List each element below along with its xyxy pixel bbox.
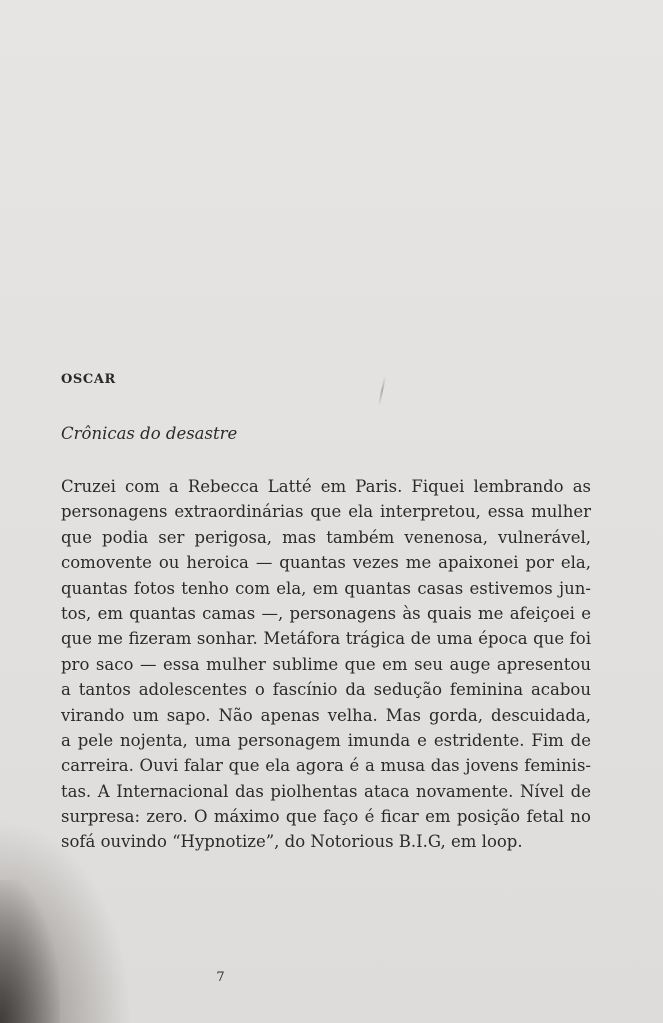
body-line: comovente ou heroica — quantas vezes me apaixonei por ela,	[61, 553, 591, 573]
body-line: que me fizeram sonhar. Metáfora trágica de uma época que foi	[61, 629, 591, 649]
body-paragraph	[61, 474, 591, 855]
body-line: pro saco — essa mulher sublime que em seu auge apresentou	[61, 654, 591, 674]
pencil-mark	[378, 376, 386, 406]
body-line: virando um sapo. Não apenas velha. Mas gorda, descuidada,	[61, 705, 591, 725]
body-line: surpresa: zero. O máximo que faço é ficar em posição fetal no	[61, 807, 591, 827]
body-line: tos, em quantas camas —, personagens às quais me afeiçoei e	[61, 603, 591, 623]
body-line: carreira. Ouvi falar que ela agora é a musa das jovens feminis-	[61, 756, 591, 776]
chapter-name: OSCAR	[61, 372, 116, 387]
body-line: a pele nojenta, uma personagem imunda e estridente. Fim de	[61, 730, 591, 750]
body-line: a tantos adolescentes o fascínio da sedução feminina acabou	[61, 680, 591, 700]
chapter-subtitle: Crônicas do desastre	[61, 424, 238, 443]
body-line: tas. A Internacional das piolhentas ataca novamente. Nível de	[61, 781, 591, 801]
finger-shadow	[0, 880, 60, 1023]
body-line: que podia ser perigosa, mas também venenosa, vulnerável,	[61, 527, 591, 547]
body-line: personagens extraordinárias que ela interpretou, essa mulher	[61, 502, 591, 522]
body-line: quantas fotos tenho com ela, em quantas casas estivemos jun-	[61, 578, 591, 598]
body-line: Cruzei com a Rebecca Latté em Paris. Fiquei lembrando as	[61, 477, 591, 496]
body-line: sofá ouvindo “Hypnotize”, do Notorious B.I.G, em loop.	[61, 832, 523, 852]
page-number: 7	[216, 970, 225, 985]
